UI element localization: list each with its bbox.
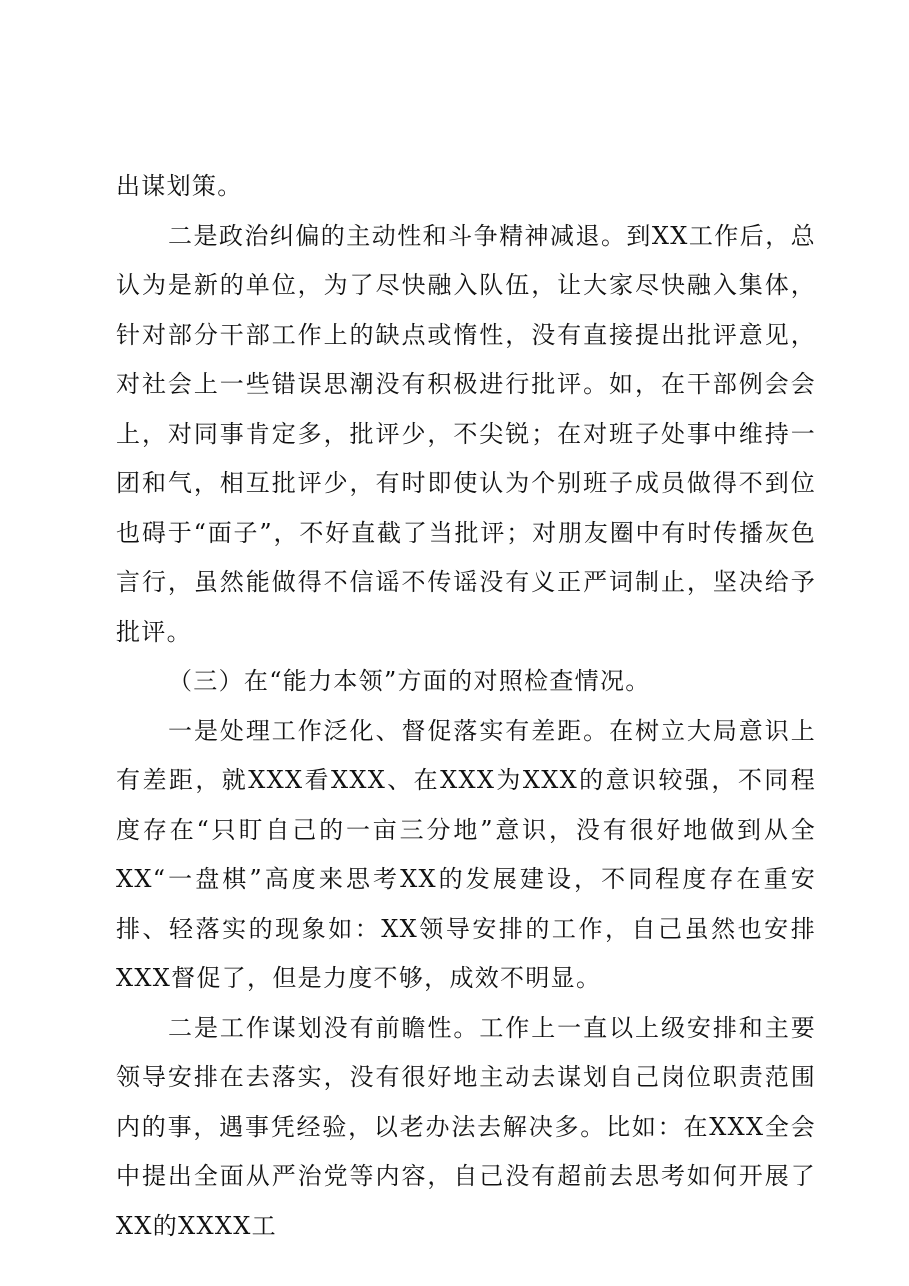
document-body xyxy=(116,162,816,1251)
paragraph-implementation-gap: 一是处理工作泛化、督促落实有差距。在树立大局意识上有差距，就XXX看XXX、在XXX为XXX的意识较强，不同程度存在“只盯自己的一亩三分地”意识，没有很好地做到从全XX“一盘棋”高度来思考XX的发展建设，不同程度存在重安排、轻落实的现象如：XX领导安排的工作，自己虽然也安排XXX督促了，但是力度不够，成效不明显。 xyxy=(116,716,816,992)
section-heading-ability: （三）在“能力本领”方面的对照检查情况。 xyxy=(168,667,651,695)
paragraph-work-planning: 二是工作谋划没有前瞻性。工作上一直以上级安排和主要领导安排在去落实，没有很好地主动去谋划自己岗位职责范围内的事，遇事凭经验，以老办法去解决多。比如：在XXX全会中提出全面从严治党等内容，自己没有超前去思考如何开展了XX的XXXX工 xyxy=(116,1013,816,1240)
paragraph-political-correction: 二是政治纠偏的主动性和斗争精神减退。到XX工作后，总认为是新的单位，为了尽快融入队伍，让大家尽快融入集体，针对部分干部工作上的缺点或惰性，没有直接提出批评意见，对社会上一些错误思潮没有积极进行批评。如，在干部例会会上，对同事肯定多，批评少，不尖锐；在对班子处事中维持一团和气，相互批评少，有时即使认为个别班子成员做得不到位也碍于“面子”，不好直截了当批评；对朋友圈中有时传播灰色言行，虽然能做得不信谣不传谣没有义正严词制止，坚决给予批评。 xyxy=(116,221,816,646)
paragraph-closing-fragment: 出谋划策。 xyxy=(116,172,243,200)
